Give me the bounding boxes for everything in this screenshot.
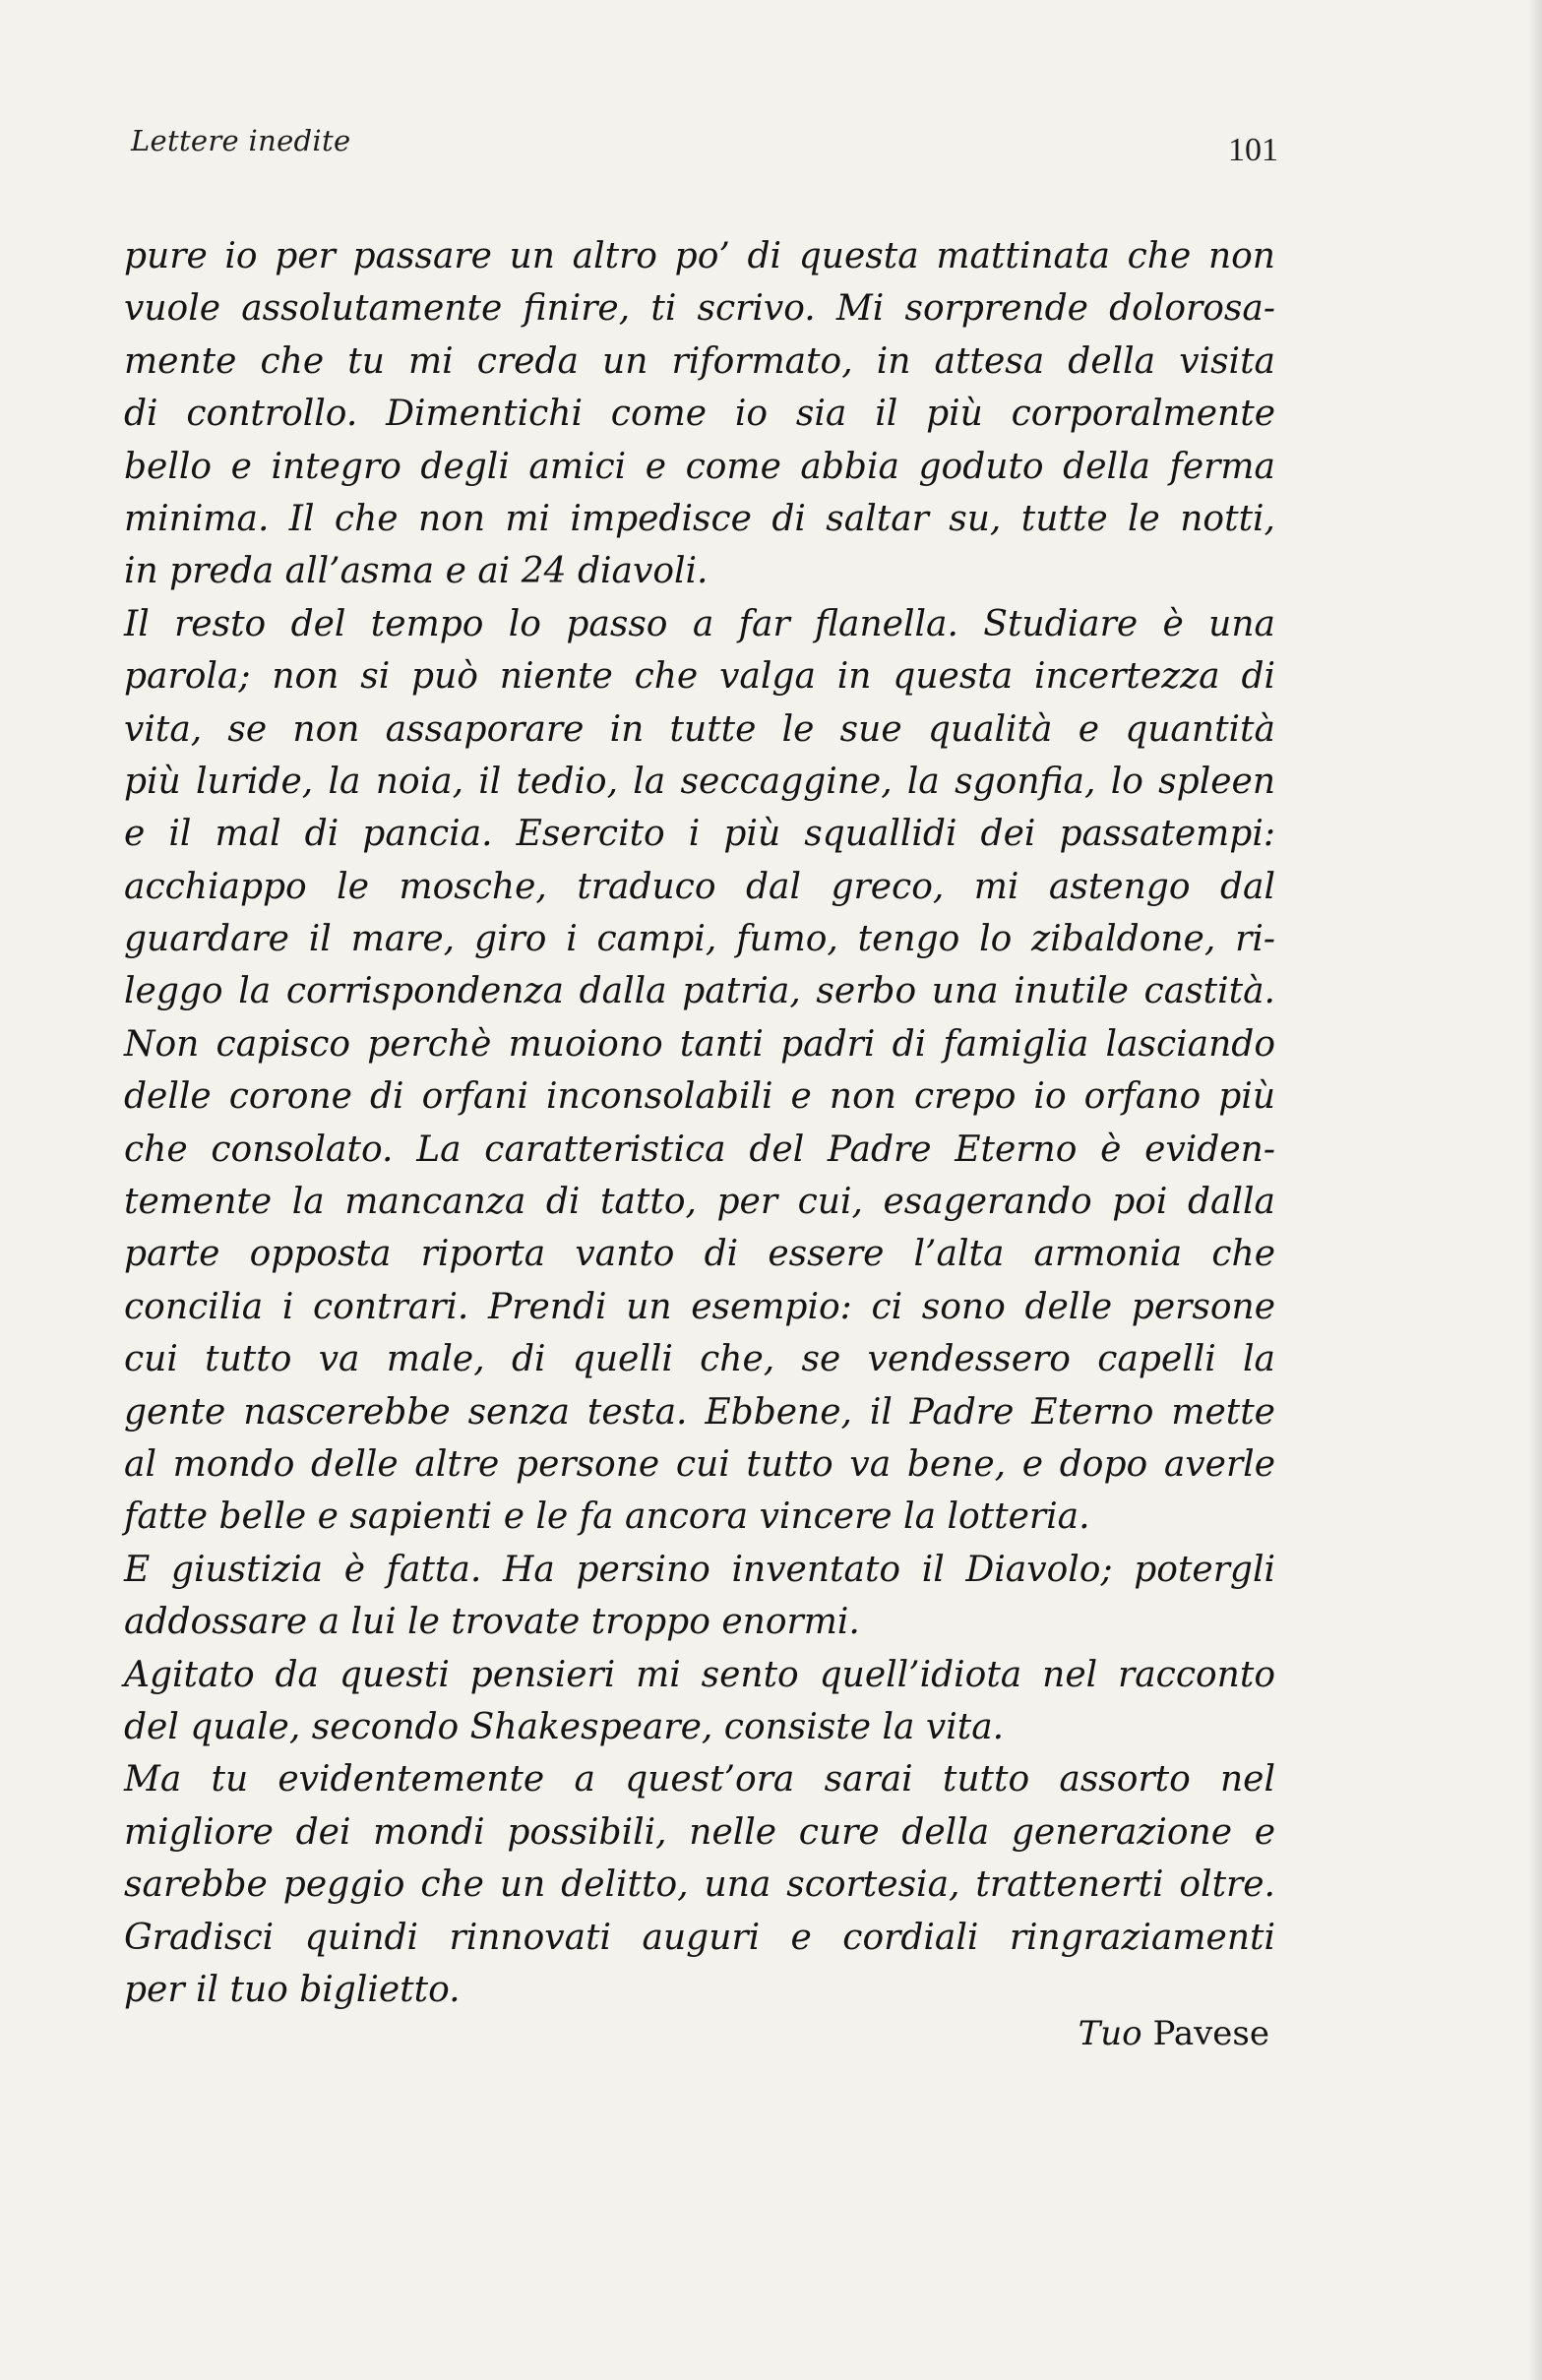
page-number: 101 xyxy=(1228,132,1278,168)
text-line: pure io per passare un altro po’ di questa mattinata che non xyxy=(124,236,1275,276)
text-line: cui tutto va male, di quelli che, se vendessero capelli la xyxy=(124,1339,1275,1380)
text-line: acchiappo le mosche, traduco dal greco, mi astengo dal xyxy=(124,866,1275,907)
text-line: guardare il mare, giro i campi, fumo, tengo lo zibaldone, ri- xyxy=(124,919,1275,960)
text-line: fatte belle e sapienti e le fa ancora vincere la lotteria. xyxy=(124,1496,1090,1538)
text-line: concilia i contrari. Prendi un esempio: ci sono delle persone xyxy=(124,1286,1275,1327)
text-line: minima. Il che non mi impedisce di saltar su, tutte le notti, xyxy=(124,498,1275,539)
text-line: più luride, la noia, il tedio, la seccaggine, la sgonfia, lo spleen xyxy=(124,761,1275,802)
text-line: vuole assolutamente finire, ti scrivo. Mi sorprende dolorosa- xyxy=(124,288,1275,330)
letter-signature xyxy=(1079,2014,1269,2053)
text-line: Ma tu evidentemente a quest’ora sarai tutto assorto nel xyxy=(124,1759,1275,1800)
text-line: sarebbe peggio che un delitto, una scortesia, trattenerti oltre. xyxy=(124,1864,1275,1906)
text-line: addossare a lui le trovate troppo enormi. xyxy=(124,1602,860,1643)
text-line: Agitato da questi pensieri mi sento quell’idiota nel racconto xyxy=(124,1654,1275,1695)
text-line: parte opposta riporta vanto di essere l’alta armonia che xyxy=(124,1234,1275,1275)
text-line: vita, se non assaporare in tutte le sue qualità e quantità xyxy=(124,708,1275,750)
text-line: temente la mancanza di tatto, per cui, esagerando poi dalla xyxy=(124,1182,1275,1223)
signature-closing: Tuo xyxy=(1078,2014,1153,2053)
text-line: del quale, secondo Shakespeare, consiste la vita. xyxy=(124,1706,1005,1747)
signature-name: Pavese xyxy=(1152,2014,1269,2053)
page-edge-shadow xyxy=(1528,0,1542,2380)
text-line: Non capisco perchè muoiono tanti padri di famiglia lasciando xyxy=(124,1023,1275,1065)
text-line: che consolato. La caratteristica del Padre Eterno è eviden- xyxy=(124,1129,1275,1170)
text-line: gente nascerebbe senza testa. Ebbene, il Padre Eterno mette xyxy=(124,1391,1275,1433)
text-line: in preda all’asma e ai 24 diavoli. xyxy=(124,551,709,592)
text-line: leggo la corrispondenza dalla patria, serbo una inutile castità. xyxy=(124,971,1275,1012)
text-line: migliore dei mondi possibili, nelle cure della generazione e xyxy=(124,1811,1275,1853)
text-line: al mondo delle altre persone cui tutto va bene, e dopo averle xyxy=(124,1443,1275,1485)
text-line: parola; non si può niente che valga in questa incertezza di xyxy=(124,656,1275,698)
text-line: E giustizia è fatta. Ha persino inventato il Diavolo; potergli xyxy=(124,1549,1275,1590)
running-title: Lettere inedite xyxy=(131,124,351,157)
text-line: delle corone di orfani inconsolabili e non crepo io orfano più xyxy=(124,1076,1275,1118)
text-line: Gradisci quindi rinnovati auguri e cordiali ringraziamenti xyxy=(124,1917,1275,1958)
text-line: mente che tu mi creda un riformato, in attesa della visita xyxy=(124,340,1275,382)
text-line: per il tuo biglietto. xyxy=(124,1969,461,2010)
text-line: di controllo. Dimentichi come io sia il più corporalmente xyxy=(124,394,1275,435)
text-line: Il resto del tempo lo passo a far flanella. Studiare è una xyxy=(124,603,1275,644)
text-line: bello e integro degli amici e come abbia goduto della ferma xyxy=(124,446,1275,487)
text-line: e il mal di pancia. Esercito i più squallidi dei passatempi: xyxy=(124,814,1275,855)
letter-body xyxy=(124,230,1275,2016)
